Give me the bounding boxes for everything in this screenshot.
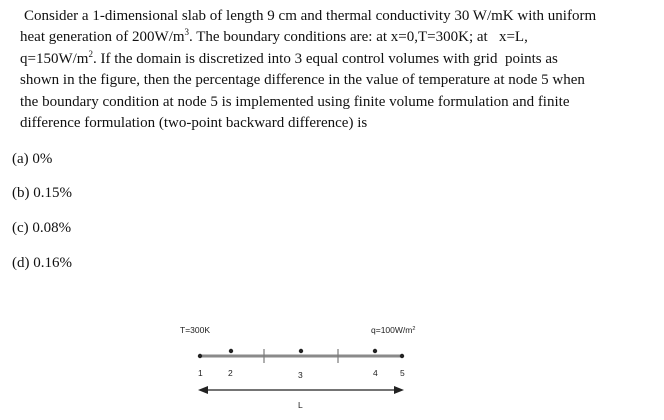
question-line-5: the boundary condition at node 5 is implemented using finite volume formulation and finite xyxy=(20,93,570,110)
question-line-6: difference formulation (two-point backward difference) is xyxy=(20,115,368,132)
option-b[interactable]: (b) 0.15% xyxy=(12,185,72,201)
question-line-3-part-b: . If the domain is discretized into 3 equal control volumes with grid points as xyxy=(92,50,558,67)
right-boundary-condition-text: q=100W/m xyxy=(371,325,413,335)
length-arrow-right-icon xyxy=(394,386,404,394)
node-number-1: 1 xyxy=(198,368,203,378)
question-line-3-part-a: q=150W/m xyxy=(20,50,89,67)
grid-node-5 xyxy=(400,354,404,358)
node-number-3: 3 xyxy=(298,370,303,380)
question-line-1: Consider a 1-dimensional slab of length 9 cm and thermal conductivity 30 W/mK with uniform xyxy=(24,8,597,24)
grid-node-2 xyxy=(229,349,233,353)
node-number-2: 2 xyxy=(228,368,233,378)
question-line-2-part-a: heat generation of 200W/m xyxy=(20,29,185,46)
right-boundary-condition-superscript: 2 xyxy=(412,326,416,332)
option-c[interactable]: (c) 0.08% xyxy=(12,220,72,236)
question-line-4: shown in the figure, then the percentage difference in the value of temperature at node 5 when xyxy=(20,72,585,89)
grid-node-3 xyxy=(299,349,303,353)
length-label: L xyxy=(298,400,303,410)
option-d[interactable]: (d) 0.16% xyxy=(12,255,72,271)
right-boundary-condition-label xyxy=(371,325,415,335)
grid-node-4 xyxy=(373,349,377,353)
question-line-2-part-b: . The boundary conditions are: at x=0,T=300K; at x=L, xyxy=(189,29,528,46)
option-a[interactable]: (a) 0% xyxy=(12,151,53,167)
question-line-2-superscript: 3 xyxy=(184,27,190,38)
question-line-3-superscript: 2 xyxy=(88,48,93,59)
left-boundary-condition-label: T=300K xyxy=(180,325,211,335)
grid-node-1 xyxy=(198,354,202,358)
node-number-4: 4 xyxy=(373,368,378,378)
length-arrow-left-icon xyxy=(198,386,208,394)
node-number-5: 5 xyxy=(400,368,405,378)
